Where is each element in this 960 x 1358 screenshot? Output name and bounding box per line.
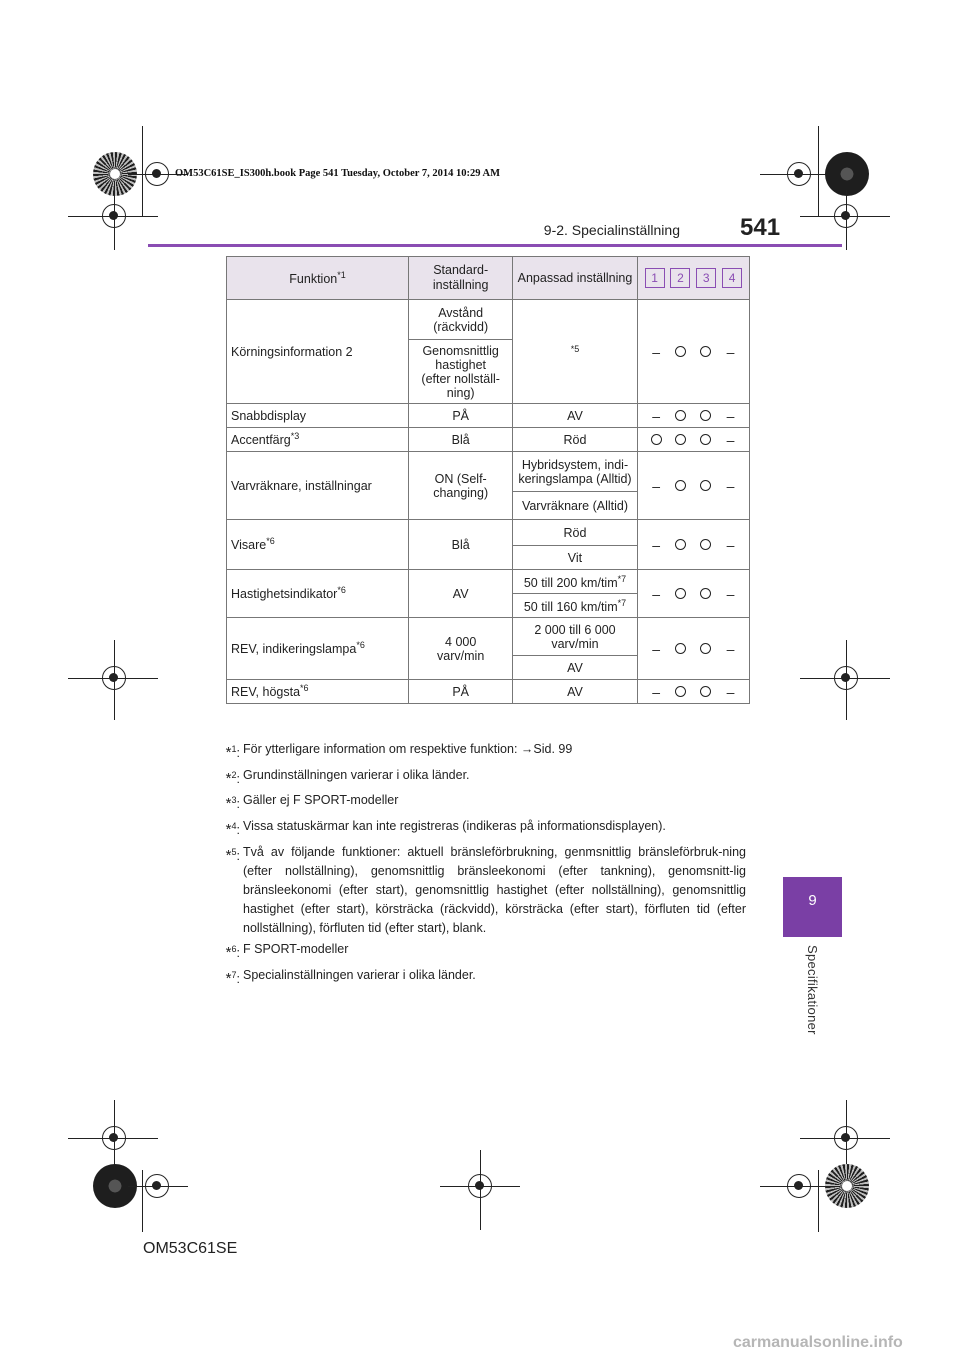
watermark: carmanualsonline.info <box>733 1334 903 1351</box>
settings-table <box>226 256 750 704</box>
registration-target-icon <box>787 1174 811 1198</box>
circle-mark-icon <box>669 408 693 424</box>
cell-text: Genomsnittlig hastighet (efter nollställ- ning) <box>421 343 500 400</box>
function-label: Varvräknare, inställningar <box>231 479 372 494</box>
dash-mark: – <box>652 343 660 360</box>
cell-availability <box>637 452 749 520</box>
cell-custom <box>513 300 637 404</box>
registration-target-icon <box>468 1174 492 1198</box>
registration-target-icon <box>834 1126 858 1150</box>
cell-availability <box>637 428 749 452</box>
circle-mark-icon <box>694 586 718 602</box>
header-rule <box>148 244 842 247</box>
cell-function <box>227 300 409 404</box>
footnote-ref: *6 <box>337 585 346 596</box>
cell-function <box>227 680 409 704</box>
dash-mark: – <box>652 585 660 602</box>
dash-mark: – <box>652 640 660 657</box>
cell-text: 50 till 200 km/tim$^{*7}$ <box>523 573 627 590</box>
footnote-text: Gäller ej F SPORT-modeller <box>243 793 399 808</box>
dash-mark: – <box>652 477 660 494</box>
circle-mark-icon <box>694 408 718 424</box>
footnote-item <box>216 843 746 938</box>
footnote-text: F SPORT-modeller <box>243 942 349 957</box>
circle-mark-icon <box>669 344 693 360</box>
section-title: 9-2. Specialinställning <box>543 222 680 238</box>
badge-1: 1 <box>645 268 665 288</box>
cell-text: 4 000 varv/min <box>437 634 485 663</box>
registration-target-icon <box>102 204 126 228</box>
cell-text: Röd <box>563 432 587 447</box>
registration-target-icon <box>834 204 858 228</box>
table-row <box>227 404 750 428</box>
footnote-key: *$^2$: <box>225 769 240 787</box>
cell-availability <box>637 404 749 428</box>
manual-code: OM53C61SE <box>143 1240 238 1257</box>
cell-text: 2 000 till 6 000 varv/min <box>534 622 616 651</box>
book-file-line: OM53C61SE_IS300h.book Page 541 Tuesday, October 7, 2014 10:29 AM <box>175 168 501 179</box>
footnote-key: *$^5$: <box>225 846 240 864</box>
table-row <box>227 300 750 340</box>
cell-custom <box>513 520 637 546</box>
function-label: Hastighetsindikator <box>231 587 338 602</box>
cell-function <box>227 452 409 520</box>
dash-mark: – <box>726 343 735 360</box>
footnotes <box>216 740 746 991</box>
cell-custom <box>513 452 637 492</box>
cell-text: AV <box>567 408 583 423</box>
cell-text: Varvräknare (Alltid) <box>521 498 628 513</box>
cell-availability <box>637 520 749 570</box>
registration-target-icon <box>102 1126 126 1150</box>
footnote-item <box>216 791 746 814</box>
dash-mark: – <box>726 431 735 448</box>
registration-disc-icon <box>825 152 869 196</box>
cell-standard <box>409 680 513 704</box>
table-row <box>227 618 750 656</box>
chapter-number: 9 <box>808 892 817 909</box>
footnote-text: Två av följande funktioner: aktuell bränsleförbrukning, genmsnittlig bränsleförbruk-ning (efter nollställning), genomsnittlig bränsleekonomi (efter tankning), genomsnitt-lig bränsleekonomi (efter start), genomsnittlig hastighet (efter nollställning), genomsnittlig hastighet (efter start), körsträcka (räckvidd), körsträcka (efter start), förfluten tid (efter nollställning), förfluten tid (efter start), blank. <box>243 844 746 935</box>
cell-standard <box>409 428 513 452</box>
cell-text: PÅ <box>452 684 470 699</box>
footnote-key: *$^1$: <box>225 744 240 762</box>
footnote-text: Vissa statuskärmar kan inte registreras (indikeras på informationsdisplayen). <box>243 818 666 833</box>
registration-target-icon <box>834 666 858 690</box>
cell-availability <box>637 680 749 704</box>
footnote-text: För ytterligare information om respektive funktion: →Sid. 99 <box>243 742 573 756</box>
table-header-row <box>227 257 750 300</box>
circle-mark-icon <box>694 432 718 448</box>
cell-custom <box>513 618 637 656</box>
cell-standard <box>409 300 513 340</box>
cell-custom <box>513 570 637 594</box>
cell-availability <box>637 300 749 404</box>
footnote-ref: *6 <box>266 536 275 547</box>
cell-text: Avstånd (räckvidd) <box>433 305 489 334</box>
cell-standard <box>409 570 513 618</box>
cell-function <box>227 520 409 570</box>
cell-standard <box>409 520 513 570</box>
function-label: Snabbdisplay <box>231 409 307 424</box>
circle-mark-icon <box>694 684 718 700</box>
cell-availability <box>637 618 749 680</box>
dash-mark: – <box>726 585 735 602</box>
dash-mark: – <box>652 536 660 553</box>
footnote-key: *$^6$: <box>225 944 240 962</box>
cell-text: Vit <box>567 550 583 565</box>
circle-mark-icon <box>694 478 718 494</box>
chapter-tab <box>783 877 842 937</box>
cell-text: Röd <box>563 525 587 540</box>
cell-custom <box>513 492 637 520</box>
badge-2: 2 <box>670 268 690 288</box>
footnote-key: *$^4$: <box>225 820 240 839</box>
registration-target-icon <box>145 1174 169 1198</box>
circle-mark-icon <box>669 641 693 657</box>
table-row <box>227 520 750 546</box>
function-label: Körningsinformation 2 <box>231 345 353 360</box>
dash-mark: – <box>726 536 735 553</box>
footnote-item <box>216 766 746 789</box>
dash-mark: – <box>726 640 735 657</box>
circle-mark-icon <box>644 432 668 448</box>
header-custom: Anpassad inställning <box>513 257 637 300</box>
footnote-item <box>216 966 746 989</box>
cell-text: Blå <box>451 537 470 552</box>
footnote-text: Grundinställningen varierar i olika länder. <box>243 767 470 782</box>
cell-text: Blå <box>451 432 470 447</box>
table-row <box>227 680 750 704</box>
circle-mark-icon <box>669 537 693 553</box>
registration-target-icon <box>787 162 811 186</box>
cell-custom <box>513 680 637 704</box>
footnote-item <box>216 940 746 963</box>
circle-mark-icon <box>694 537 718 553</box>
function-label: REV, högsta <box>231 685 301 700</box>
function-label: REV, indikeringslampa <box>231 642 357 657</box>
header-function: Funktion$^{*1}$ <box>227 257 409 300</box>
cell-text: AV <box>567 684 583 699</box>
cell-text: ON (Self- changing) <box>433 471 489 500</box>
cell-custom <box>513 428 637 452</box>
footnote-key: *$^7$: <box>225 969 240 987</box>
cell-function <box>227 404 409 428</box>
function-label: Accentfärg <box>231 433 291 448</box>
badge-3: 3 <box>696 268 716 288</box>
cell-standard <box>409 340 513 404</box>
table-row <box>227 570 750 594</box>
footnote-ref: *3 <box>290 431 300 442</box>
chapter-label: Specifikationer <box>805 945 820 1035</box>
cell-text: Hybridsystem, indi- keringslampa (Alltid) <box>518 457 632 486</box>
header-badges <box>637 257 749 300</box>
table-row <box>227 452 750 492</box>
cell-text: PÅ <box>452 408 470 423</box>
cell-text: AV <box>567 660 583 675</box>
dash-mark: – <box>652 407 660 424</box>
header-standard: Standard- inställning <box>409 257 513 300</box>
cell-standard <box>409 618 513 680</box>
cell-availability <box>637 570 749 618</box>
cell-function <box>227 570 409 618</box>
function-label: Visare <box>231 538 267 553</box>
badge-4: 4 <box>722 268 742 288</box>
footnote-ref: *6 <box>356 640 365 651</box>
cell-function <box>227 618 409 680</box>
dash-mark: – <box>726 683 735 700</box>
cell-custom <box>513 404 637 428</box>
table-row <box>227 428 750 452</box>
dash-mark: – <box>726 407 735 424</box>
footnote-text: Specialinställningen varierar i olika länder. <box>243 967 476 982</box>
cell-standard <box>409 452 513 520</box>
circle-mark-icon <box>669 432 693 448</box>
cell-text: *5 <box>570 343 580 354</box>
page-number: 541 <box>740 214 781 241</box>
circle-mark-icon <box>694 641 718 657</box>
circle-mark-icon <box>694 344 718 360</box>
cell-text: 50 till 160 km/tim$^{*7}$ <box>523 597 627 614</box>
registration-target-icon <box>102 666 126 690</box>
circle-mark-icon <box>669 478 693 494</box>
cell-function <box>227 428 409 452</box>
cell-standard <box>409 404 513 428</box>
footnote-key: *$^3$: <box>225 795 240 813</box>
cell-text: AV <box>452 586 469 601</box>
cell-custom <box>513 656 637 680</box>
dash-mark: – <box>652 683 660 700</box>
registration-target-icon <box>145 162 169 186</box>
circle-mark-icon <box>669 684 693 700</box>
footnote-item <box>216 817 746 840</box>
cell-custom <box>513 594 637 618</box>
registration-sunburst-icon <box>825 1164 869 1208</box>
footnote-ref: *6 <box>300 683 309 694</box>
circle-mark-icon <box>669 586 693 602</box>
footnote-item <box>216 740 746 763</box>
dash-mark: – <box>726 477 735 494</box>
cell-custom <box>513 546 637 570</box>
